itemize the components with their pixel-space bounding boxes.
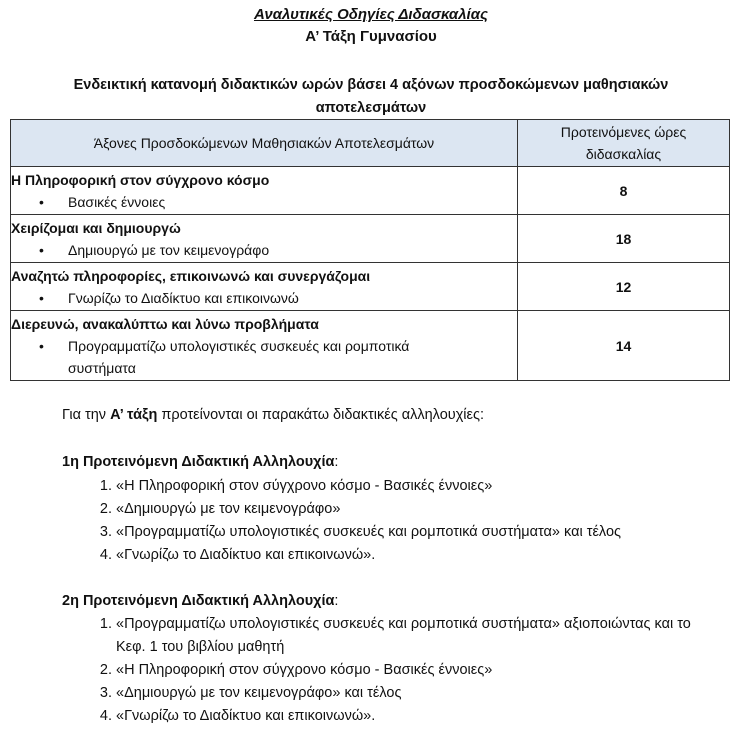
intro-text-after: προτείνονται οι παρακάτω διδακτικές αλληλουχίες: (157, 407, 485, 423)
axis-title: Η Πληροφορική στον σύγχρονο κόσμο (11, 172, 270, 188)
sequence-title-colon: : (334, 593, 339, 609)
list-item-text: «Δημιουργώ με τον κειμενογράφο» και τέλος (116, 685, 402, 701)
list-item-number: 3. (99, 685, 112, 701)
axis-cell (11, 215, 518, 263)
axis-cell (11, 167, 518, 215)
list-item (62, 705, 722, 728)
table-row (11, 215, 730, 263)
intro-paragraph (62, 405, 484, 425)
list-item-number: 2. (99, 501, 112, 517)
document-title: Αναλυτικές Οδηγίες Διδασκαλίας (253, 6, 489, 23)
axis-title: Διερευνώ, ανακαλύπτω και λύνω προβλήματα (11, 316, 319, 332)
bullet-icon: • (39, 338, 44, 354)
axis-title: Αναζητώ πληροφορίες, επικοινωνώ και συνεργάζομαι (11, 268, 371, 284)
bullet-icon: • (39, 194, 44, 210)
axis-cell (11, 263, 518, 311)
axis-bullet-text: Βασικές έννοιες (68, 194, 166, 210)
hours-value: 14 (518, 311, 730, 381)
intro-text-before: Για την (62, 407, 111, 423)
list-item-text: «Προγραμματίζω υπολογιστικές συσκευές και ρομποτικά συστήματα» και τέλος (116, 524, 622, 540)
hours-allocation-table (10, 119, 730, 381)
table-heading: Ενδεικτική κατανομή διδακτικών ωρών βάσει 4 αξόνων προσδοκώμενων μαθησιακών αποτελεσμάτων (73, 77, 669, 116)
list-item-text: «Γνωρίζω το Διαδίκτυο και επικοινωνώ». (116, 708, 376, 724)
header-hours-text: Προτεινόμενες ώρες διδασκαλίας (560, 124, 687, 162)
axis-cell (11, 311, 518, 381)
axis-bullet (11, 191, 517, 214)
axis-bullet-text: Γνωρίζω το Διαδίκτυο και επικοινωνώ (68, 290, 299, 306)
axis-bullet-text: Δημιουργώ με τον κειμενογράφο (68, 242, 270, 258)
axis-title: Χειρίζομαι και δημιουργώ (11, 220, 181, 236)
sequence-list (62, 613, 722, 728)
list-item (62, 544, 722, 567)
list-item-text: «Γνωρίζω το Διαδίκτυο και επικοινωνώ». (116, 547, 376, 563)
list-item-text: «Η Πληροφορική στον σύγχρονο κόσμο - Βασικές έννοιες» (116, 478, 493, 494)
sequence-title-colon: : (334, 454, 339, 470)
axis-bullet-text: Προγραμματίζω υπολογιστικές συσκευές και ρομποτικά συστήματα (68, 338, 410, 376)
list-item (62, 682, 722, 705)
intro-text-bold: Α’ τάξη (110, 407, 158, 423)
list-item-number: 4. (99, 547, 112, 563)
table-row (11, 263, 730, 311)
hours-value: 8 (518, 167, 730, 215)
list-item-number: 1. (99, 478, 112, 494)
table-row (11, 311, 730, 381)
list-item-number: 2. (99, 662, 112, 678)
list-item (62, 659, 722, 682)
axis-bullet (11, 239, 517, 262)
list-item (62, 498, 722, 521)
header-hours (518, 120, 730, 167)
list-item (62, 613, 722, 659)
axis-bullet (11, 287, 517, 310)
list-item-number: 3. (99, 524, 112, 540)
table-header-row (11, 120, 730, 167)
list-item-number: 4. (99, 708, 112, 724)
sequence-title (62, 591, 338, 611)
list-item-text: «Δημιουργώ με τον κειμενογράφο» (116, 501, 341, 517)
header-axes: Άξονες Προσδοκώμενων Μαθησιακών Αποτελεσμάτων (11, 120, 518, 167)
list-item-text: «Η Πληροφορική στον σύγχρονο κόσμο - Βασικές έννοιες» (116, 662, 493, 678)
bullet-icon: • (39, 242, 44, 258)
sequence-title-text: 2η Προτεινόμενη Διδακτική Αλληλουχία (62, 593, 335, 609)
sequence-title (62, 452, 338, 472)
table-row (11, 167, 730, 215)
sequence-title-text: 1η Προτεινόμενη Διδακτική Αλληλουχία (62, 454, 335, 470)
axis-bullet (11, 335, 517, 380)
sequence-list (62, 475, 722, 567)
list-item-number: 1. (99, 616, 112, 632)
list-item-text: «Προγραμματίζω υπολογιστικές συσκευές και ρομποτικά συστήματα» αξιοποιώντας και το Κεφ. 1 του βιβλίου μαθητή (116, 616, 691, 655)
list-item (62, 521, 722, 544)
hours-value: 12 (518, 263, 730, 311)
hours-value: 18 (518, 215, 730, 263)
document-subtitle: Α’ Τάξη Γυμνασίου (305, 28, 437, 45)
bullet-icon: • (39, 290, 44, 306)
list-item (62, 475, 722, 498)
